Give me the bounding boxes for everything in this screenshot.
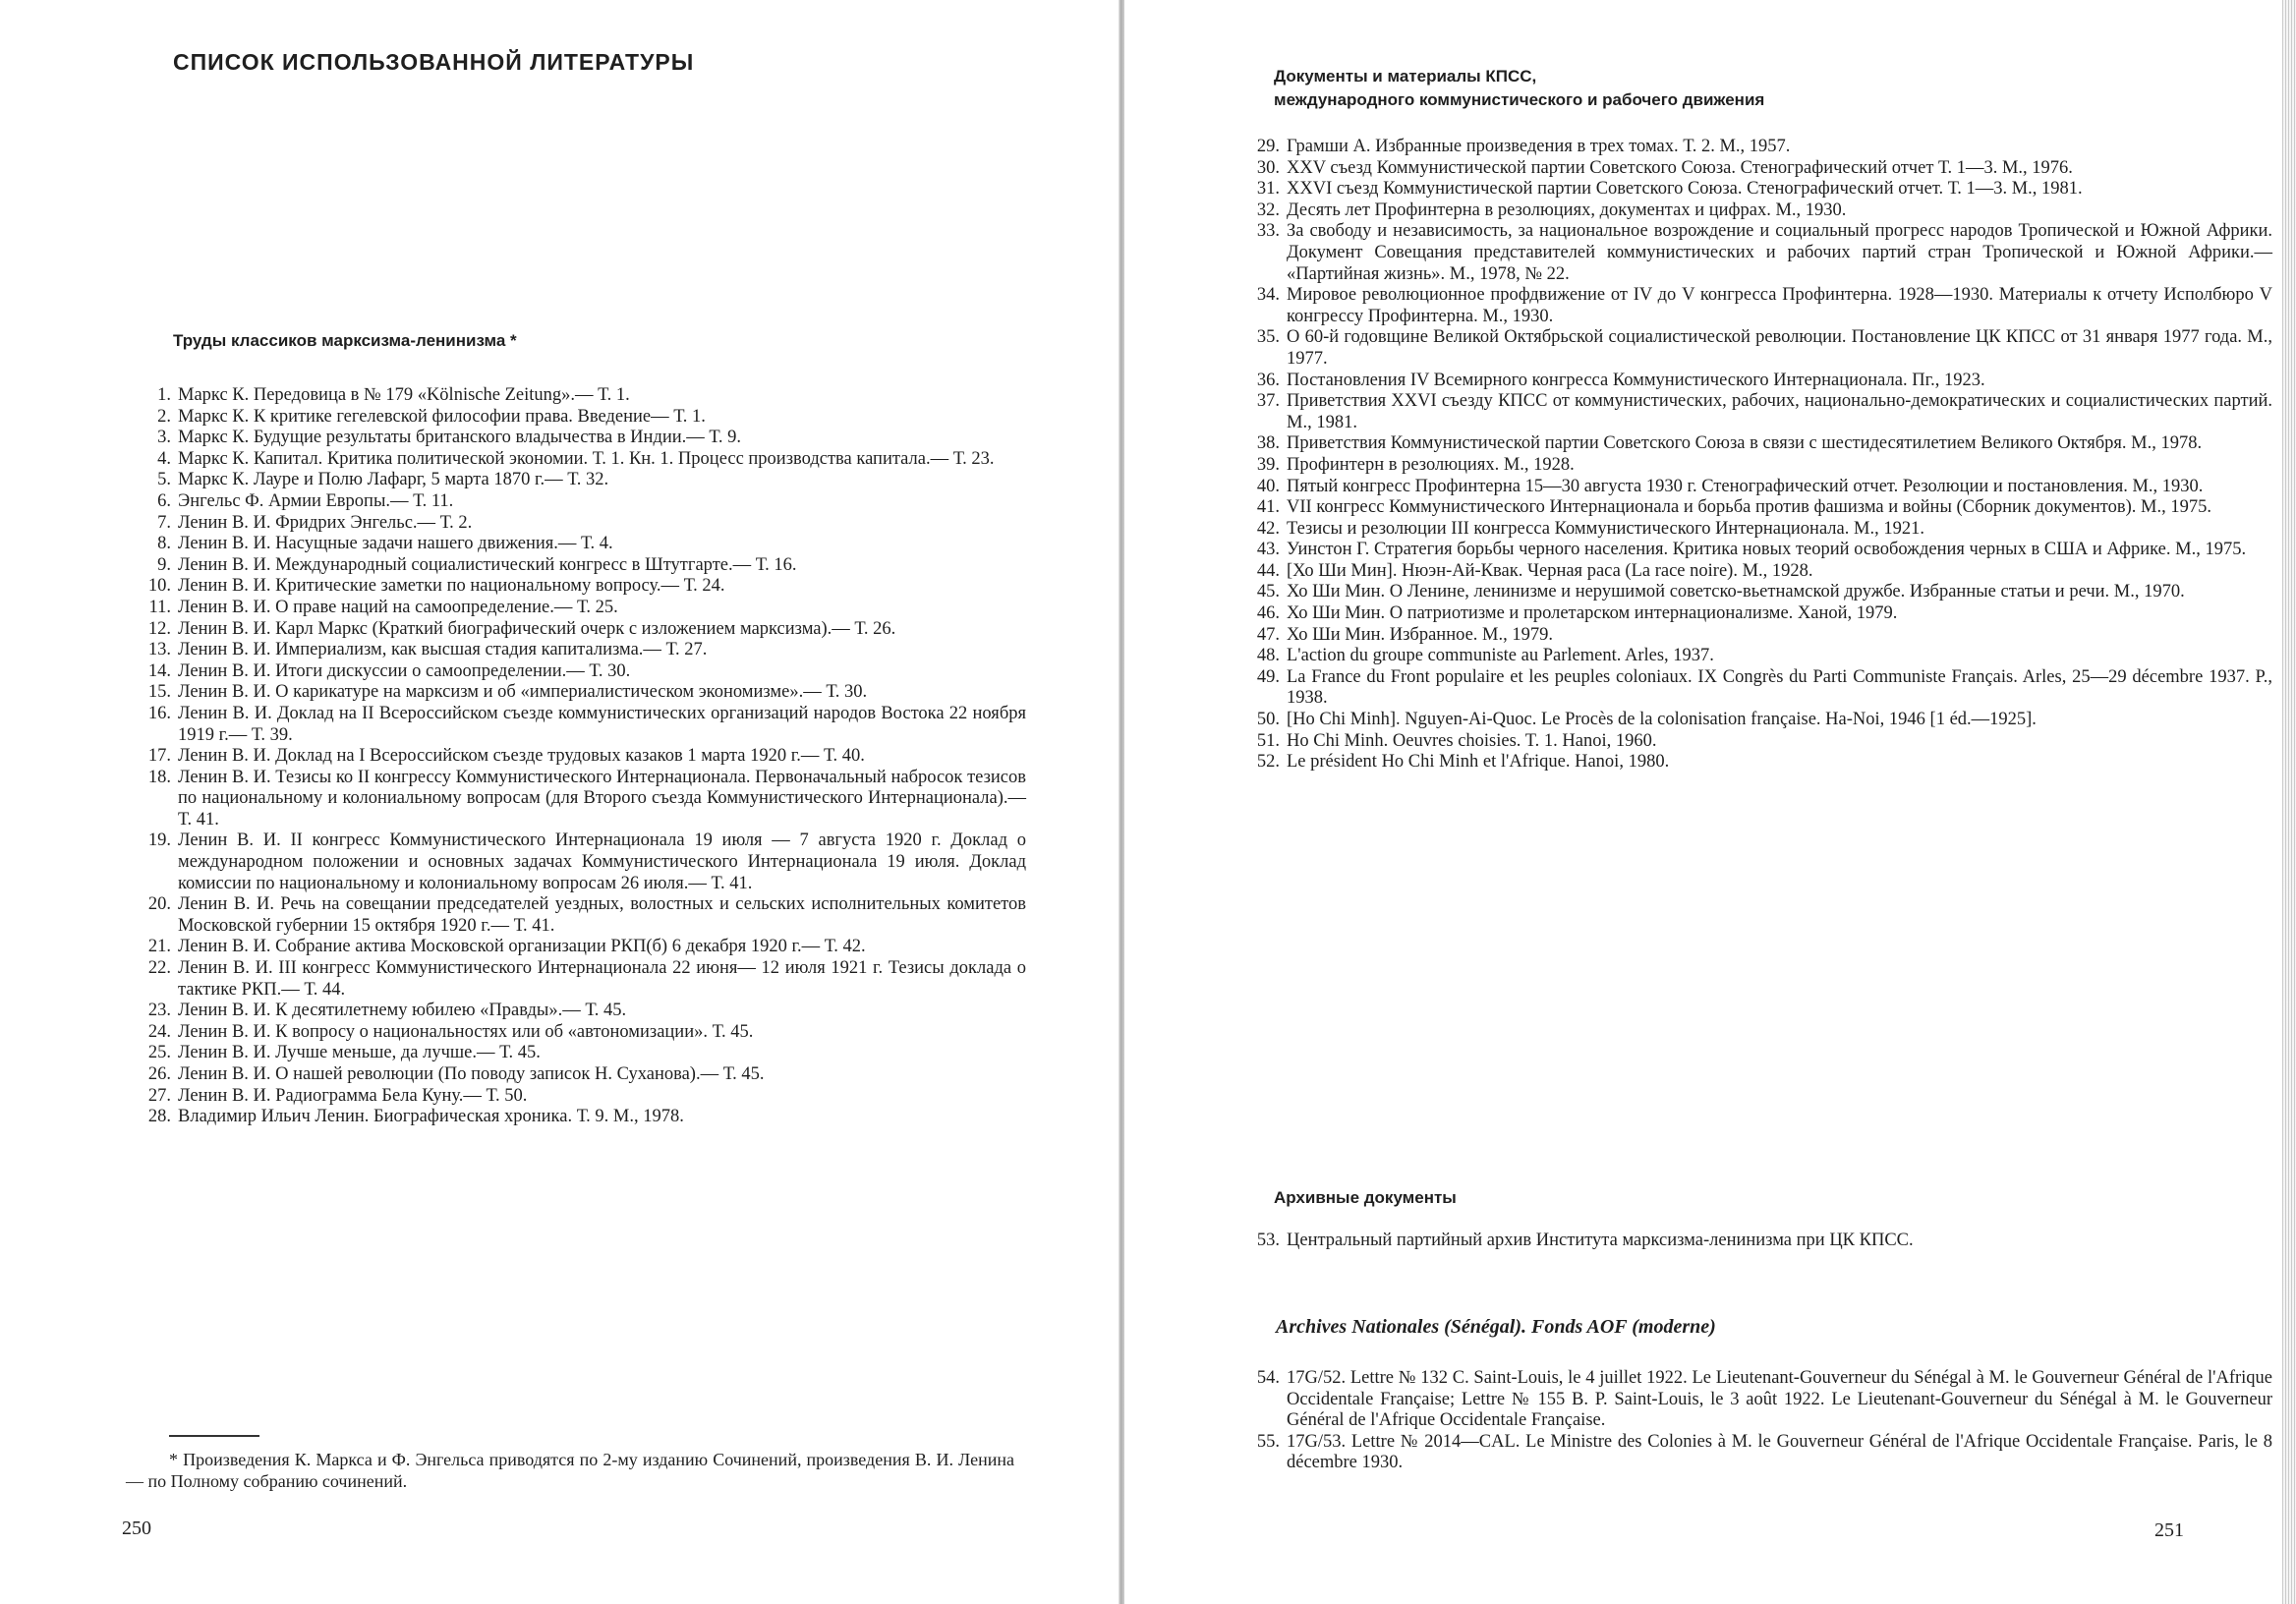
bibliography-entry (130, 555, 1026, 577)
entry-number: 21. (147, 937, 171, 957)
entry-number: 10. (147, 576, 171, 597)
footnote-rule (169, 1435, 259, 1437)
bibliography-entry (130, 598, 1026, 619)
entry-number: 7. (157, 512, 171, 533)
entry-text: [Хо Ши Мин]. Нюэн-Ай-Квак. Черная раса (La race noire). М., 1928. (1287, 560, 1813, 581)
bibliography-entry (130, 407, 1026, 429)
entry-text: VII конгресс Коммунистического Интернационала и борьба против фашизма и войны (Сборник документов). М., 1975. (1287, 497, 2211, 518)
bibliography-entry (130, 534, 1026, 555)
entry-text: L'action du groupe communiste au Parlement. Arles, 1937. (1287, 646, 1714, 666)
bibliography-entry (1238, 603, 2272, 625)
bibliography-entry (1238, 1432, 2272, 1474)
bibliography-entry (130, 704, 1026, 746)
bibliography-entry (1238, 582, 2272, 603)
entry-text: Ленин В. И. Тезисы ко II конгрессу Коммунистического Интернационала. Первоначальный набросок тезисов по национальному и колониальному вопросам (для Второго съезда Коммунистического Интернационала).— Т. 41. (178, 767, 1026, 830)
entry-text: Владимир Ильич Ленин. Биографическая хроника. Т. 9. М., 1978. (178, 1107, 684, 1127)
entry-number: 47. (1256, 624, 1280, 645)
entry-number: 30. (1256, 157, 1280, 178)
entry-text: Ленин В. И. Международный социалистический конгресс в Штутгарте.— Т. 16. (178, 554, 797, 575)
bibliography-entry (1238, 221, 2272, 285)
entry-number: 11. (148, 597, 171, 617)
entry-number: 2. (157, 406, 171, 427)
entry-text: Маркс К. Будущие результаты британского владычества в Индии.— Т. 9. (178, 428, 741, 448)
entry-number: 22. (147, 958, 171, 979)
entry-text: О 60-й годовщине Великой Октябрьской социалистической революции. Постановление ЦК КПСС от 31 января 1977 года. М., 1977. (1287, 327, 2272, 369)
entry-text: Центральный партийный архив Института марксизма-ленинизма при ЦК КПСС. (1287, 1231, 1914, 1250)
left-page (0, 0, 1120, 1604)
entry-number: 32. (1256, 200, 1280, 220)
entry-number: 51. (1256, 730, 1280, 751)
entry-number: 9. (157, 554, 171, 575)
entry-number: 55. (1256, 1431, 1280, 1452)
entry-number: 16. (147, 703, 171, 723)
entry-text: Пятый конгресс Профинтерна 15—30 августа 1930 г. Стенографический отчет. Резолюции и постановления. М., 1930. (1287, 476, 2204, 496)
bibliography-entry (1238, 646, 2272, 667)
entry-number: 31. (1256, 179, 1280, 200)
entry-text: За свободу и независимость, за национальное возрождение и социальный прогресс народов Тропической и Южной Африки. Документ Совещания представителей коммунистических и рабочих партий стран Тропической и Южной Африки.— «Партийная жизнь». М., 1978, № 22. (1287, 221, 2272, 284)
entry-number: 52. (1256, 752, 1280, 773)
bibliography-entry (130, 746, 1026, 768)
entry-number: 25. (147, 1043, 171, 1063)
entry-text: Маркс К. Лауре и Полю Лафарг, 5 марта 1870 г.— Т. 32. (178, 470, 609, 490)
entry-text: Ленин В. И. III конгресс Коммунистического Интернационала 22 июня— 12 июля 1921 г. Тезисы доклада о тактике РКП.— Т. 44. (178, 958, 1026, 1000)
entry-number: 18. (147, 767, 171, 787)
bibliography-entry (130, 768, 1026, 831)
entry-text: Энгельс Ф. Армии Европы.— Т. 11. (178, 490, 454, 511)
bibliography-entry (1238, 158, 2272, 180)
entry-number: 53. (1256, 1231, 1280, 1250)
entry-number: 17. (147, 746, 171, 767)
entry-text: Маркс К. Передовица в № 179 «Kölnische Zeitung».— Т. 1. (178, 385, 630, 405)
bibliography-entry (1238, 391, 2272, 433)
bibliography-entry (1238, 540, 2272, 561)
entry-text: Хо Ши Мин. О Ленине, ленинизме и нерушимой советско-вьетнамской дружбе. Избранные статьи и речи. М., 1970. (1287, 582, 2185, 602)
entry-text: Ленин В. И. Доклад на I Всероссийском съезде трудовых казаков 1 марта 1920 г.— Т. 40. (178, 746, 865, 767)
entry-text: Постановления IV Всемирного конгресса Коммунистического Интернационала. Пг., 1923. (1287, 370, 1985, 390)
entry-text: 17G/53. Lettre № 2014—CAL. Le Ministre des Colonies à M. le Gouverneur Général de l'Afrique Occidentale Française. Paris, le 8 décembre 1930. (1287, 1431, 2272, 1473)
bibliography-entry (130, 619, 1026, 641)
entry-text: XXV съезд Коммунистической партии Советского Союза. Стенографический отчет Т. 1—3. М., 1976. (1287, 157, 2073, 178)
entry-text: 17G/52. Lettre № 132 C. Saint-Louis, le 4 juillet 1922. Le Lieutenant-Gouverneur du Sénégal à M. le Gouverneur Général de l'Afrique Occidentale Française; Lettre № 155 B. P. Saint-Louis, le 3 août 1922. Le Lieutenant-Gouverneur du Sénégal à M. le Gouverneur Général de l'Afrique Occidentale Française. (1287, 1368, 2272, 1431)
entry-text: Ленин В. И. Итоги дискуссии о самоопределении.— Т. 30. (178, 660, 631, 681)
section-heading-archives: Архивные документы (1274, 1188, 1457, 1207)
bibliography-entry (130, 1086, 1026, 1108)
entry-text: Ho Chi Minh. Oeuvres choisies. T. 1. Hanoi, 1960. (1287, 730, 1657, 751)
bibliography-entry (130, 385, 1026, 407)
entry-text: Десять лет Профинтерна в резолюциях, документах и цифрах. М., 1930. (1287, 200, 1847, 220)
bibliography-list-archives (1238, 1231, 2272, 1252)
entry-text: Ленин В. И. Насущные задачи нашего движения.— Т. 4. (178, 534, 613, 554)
entry-number: 45. (1256, 582, 1280, 602)
entry-text: Грамши А. Избранные произведения в трех томах. Т. 2. М., 1957. (1287, 137, 1791, 156)
entry-number: 36. (1256, 370, 1280, 390)
entry-number: 40. (1256, 476, 1280, 496)
bibliography-entry (130, 640, 1026, 661)
entry-text: Приветствия XXVI съезду КПСС от коммунистических, рабочих, национально-демократических и социалистических партий. М., 1981. (1287, 391, 2272, 432)
bibliography-entry (130, 470, 1026, 491)
entry-text: Ленин В. И. Лучше меньше, да лучше.— Т. 45. (178, 1043, 541, 1063)
bibliography-entry (1238, 137, 2272, 158)
bibliography-entry (1238, 561, 2272, 583)
entry-text: Ленин В. И. Карл Маркс (Краткий биографический очерк с изложением марксизма).— Т. 26. (178, 618, 896, 639)
entry-number: 54. (1256, 1368, 1280, 1388)
bibliography-entry (130, 449, 1026, 471)
entry-text: Маркс К. Капитал. Критика политической экономии. Т. 1. Кн. 1. Процесс производства капитала.— Т. 23. (178, 448, 995, 469)
entry-number: 46. (1256, 603, 1280, 624)
entry-text: Ленин В. И. К десятилетнему юбилею «Правды».— Т. 45. (178, 1001, 627, 1021)
entry-number: 6. (157, 490, 171, 511)
entry-number: 12. (147, 618, 171, 639)
bibliography-entry (130, 428, 1026, 449)
entry-text: Хо Ши Мин. О патриотизме и пролетарском интернационализме. Ханой, 1979. (1287, 603, 1898, 624)
bibliography-entry (1238, 731, 2272, 753)
entry-text: La France du Front populaire et les peuples coloniaux. IX Congrès du Parti Communiste Français. Arles, 25—29 décembre 1937. P., 1938. (1287, 666, 2272, 709)
bibliography-entry (130, 1022, 1026, 1044)
entry-number: 13. (147, 640, 171, 660)
bibliography-entry (1238, 497, 2272, 519)
entry-text: Ленин В. И. II конгресс Коммунистического Интернационала 19 июля — 7 августа 1920 г. Доклад о международном положении и основных задачах Коммунистического Интернационала 19 июля. Доклад комиссии по национальному и колониальному вопросам 26 июля.— Т. 41. (178, 831, 1026, 893)
entry-number: 43. (1256, 540, 1280, 560)
entry-text: Приветствия Коммунистической партии Советского Союза в связи с шестидесятилетием Великого Октября. М., 1978. (1287, 433, 2203, 454)
bibliography-entry (1238, 710, 2272, 731)
bibliography-entry (1238, 371, 2272, 392)
bibliography-entry (130, 682, 1026, 704)
entry-number: 28. (147, 1107, 171, 1127)
bibliography-entry (1238, 285, 2272, 327)
entry-text: Ленин В. И. Империализм, как высшая стадия капитализма.— Т. 27. (178, 640, 708, 660)
right-page (1130, 0, 2296, 1604)
section-heading-documents-line2: международного коммунистического и рабочего движения (1274, 90, 1765, 109)
entry-number: 3. (157, 428, 171, 448)
entry-text: Тезисы и резолюции III конгресса Коммунистического Интернационала. М., 1921. (1287, 518, 1924, 539)
section-heading-senegal: Archives Nationales (Sénégal). Fonds AOF (moderne) (1276, 1316, 1716, 1338)
bibliography-entry (130, 576, 1026, 598)
entry-number: 50. (1256, 710, 1280, 730)
entry-number: 41. (1256, 497, 1280, 518)
section-heading-classics: Труды классиков марксизма-ленинизма * (173, 331, 517, 350)
entry-number: 24. (147, 1021, 171, 1042)
bibliography-entry (1238, 667, 2272, 710)
entry-text: Ленин В. И. Доклад на II Всероссийском съезде коммунистических организаций народов Востока 22 ноября 1919 г.— Т. 39. (178, 703, 1026, 745)
entry-number: 23. (147, 1001, 171, 1021)
entry-text: Ленин В. И. О праве наций на самоопределение.— Т. 25. (178, 597, 618, 617)
bibliography-entry (1238, 179, 2272, 200)
bibliography-entry (1238, 752, 2272, 773)
entry-text: Ленин В. И. О нашей революции (По поводу записок Н. Суханова).— Т. 45. (178, 1064, 765, 1084)
entry-number: 5. (157, 470, 171, 490)
bibliography-entry (1238, 200, 2272, 222)
entry-number: 48. (1256, 646, 1280, 666)
entry-text: Le président Ho Chi Minh et l'Afrique. Hanoi, 1980. (1287, 752, 1670, 773)
entry-number: 34. (1256, 285, 1280, 306)
page-number-left: 250 (122, 1518, 151, 1539)
entry-text: Маркс К. К критике гегелевской философии права. Введение— Т. 1. (178, 406, 706, 427)
entry-text: Хо Ши Мин. Избранное. М., 1979. (1287, 624, 1553, 645)
bibliography-list-senegal (1238, 1368, 2272, 1474)
bibliography-entry (130, 1001, 1026, 1022)
bibliography-entry (130, 958, 1026, 1001)
entry-text: Ленин В. И. Фридрих Энгельс.— Т. 2. (178, 512, 473, 533)
entry-number: 33. (1256, 221, 1280, 242)
entry-number: 39. (1256, 454, 1280, 475)
entry-text: Профинтерн в резолюциях. М., 1928. (1287, 454, 1575, 475)
bibliography-entry (130, 831, 1026, 894)
bibliography-entry (130, 1064, 1026, 1086)
entry-text: [Ho Chi Minh]. Nguyen-Ai-Quoc. Le Procès de la colonisation française. Ha-Noi, 1946 [1 éd.—1925]. (1287, 710, 2037, 730)
entry-number: 44. (1256, 560, 1280, 581)
section-heading-documents-line1: Документы и материалы КПСС, (1274, 67, 1537, 86)
entry-number: 15. (147, 682, 171, 703)
entry-text: Ленин В. И. Речь на совещании председателей уездных, волостных и сельских исполнительных комитетов Московской губернии 15 октября 1920 г.— Т. 41. (178, 894, 1026, 936)
footnote: * Произведения К. Маркса и Ф. Энгельса приводятся по 2-му изданию Сочинений, произведения В. И. Ленина — по Полному собранию сочинений. (126, 1450, 1014, 1491)
bibliography-list-documents (1238, 137, 2272, 773)
bibliography-entry (130, 661, 1026, 683)
bibliography-entry (1238, 327, 2272, 370)
bibliography-entry (1238, 519, 2272, 541)
bibliography-entry (1238, 1231, 2272, 1252)
entry-number: 42. (1256, 518, 1280, 539)
bibliography-list-classics (130, 385, 1026, 1128)
bibliography-entry (1238, 1368, 2272, 1432)
entry-number: 26. (147, 1064, 171, 1084)
entry-text: Уинстон Г. Стратегия борьбы черного населения. Критика новых теорий освобождения черных в США и Африке. М., 1975. (1287, 540, 2247, 560)
entry-number: 20. (147, 894, 171, 915)
entry-text: Мировое революционное профдвижение от IV до V конгресса Профинтерна. 1928—1930. Материалы к отчету Исполбюро V конгрессу Профинтерна. М., 1930. (1287, 285, 2272, 326)
bibliography-entry (130, 513, 1026, 535)
page-stack-edge (2282, 0, 2296, 1604)
bibliography-entry (130, 1043, 1026, 1064)
entry-text: Ленин В. И. Критические заметки по национальному вопросу.— Т. 24. (178, 576, 725, 597)
entry-text: Ленин В. И. Радиограмма Бела Куну.— Т. 50. (178, 1085, 528, 1106)
entry-number: 49. (1256, 666, 1280, 687)
bibliography-entry (1238, 455, 2272, 477)
page-number-right: 251 (2154, 1519, 2184, 1541)
entry-text: Ленин В. И. К вопросу о национальностях или об «автономизации». Т. 45. (178, 1021, 754, 1042)
entry-number: 14. (147, 660, 171, 681)
book-gutter (1119, 0, 1124, 1604)
section-heading-documents (1274, 65, 1764, 112)
entry-text: Ленин В. И. Собрание актива Московской организации РКП(б) 6 декабря 1920 г.— Т. 42. (178, 937, 866, 957)
bibliography-entry (130, 937, 1026, 958)
entry-number: 8. (157, 534, 171, 554)
entry-number: 37. (1256, 391, 1280, 412)
entry-number: 4. (157, 448, 171, 469)
bibliography-entry (130, 491, 1026, 513)
bibliography-entry (130, 894, 1026, 937)
entry-text: Ленин В. И. О карикатуре на марксизм и об «империалистическом экономизме».— Т. 30. (178, 682, 868, 703)
bibliography-entry (1238, 433, 2272, 455)
entry-text: XXVI съезд Коммунистической партии Советского Союза. Стенографический отчет. Т. 1—3. М., 1981. (1287, 179, 2083, 200)
bibliography-entry (130, 1107, 1026, 1128)
entry-number: 27. (147, 1085, 171, 1106)
bibliography-entry (1238, 625, 2272, 647)
entry-number: 29. (1256, 137, 1280, 156)
entry-number: 1. (157, 385, 171, 405)
running-head: СПИСОК ИСПОЛЬЗОВАННОЙ ЛИТЕРАТУРЫ (173, 49, 695, 75)
bibliography-entry (1238, 477, 2272, 498)
entry-number: 35. (1256, 327, 1280, 348)
entry-number: 19. (147, 831, 171, 851)
entry-number: 38. (1256, 433, 1280, 454)
